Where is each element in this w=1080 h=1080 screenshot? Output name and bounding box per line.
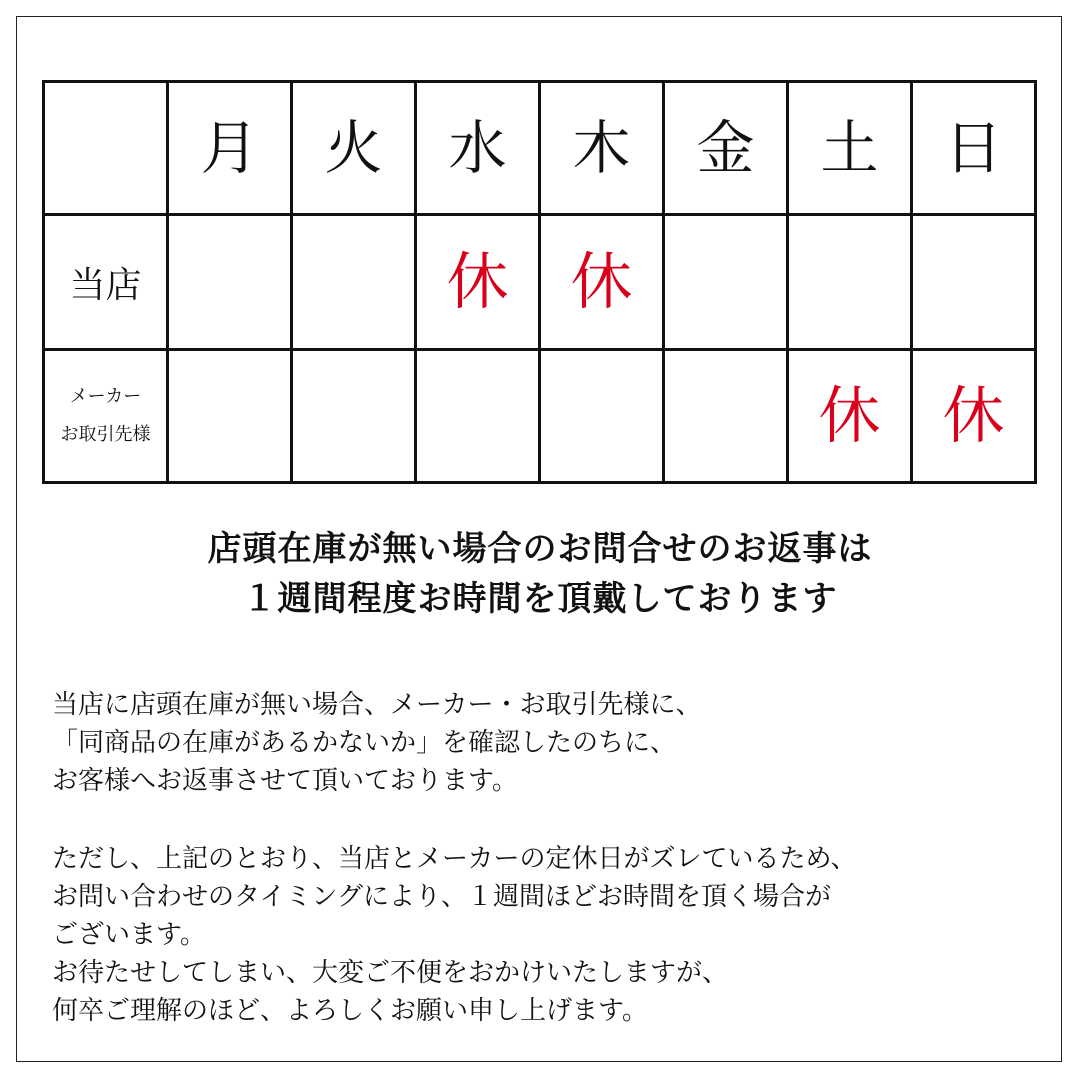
row-label-text: メーカー [69,386,142,407]
corner-cell [44,82,168,215]
row-label-text: 当店 [69,264,142,306]
day-label: 金 [696,114,755,182]
paragraph-line: 何卒ご理解のほど、よろしくお願い申し上げます。 [52,996,648,1026]
closed-mark: 休 [570,245,633,318]
day-header-fri [664,82,788,215]
maker-cell-sun [912,350,1036,483]
day-label: 水 [448,114,507,182]
row-label-text: お取引先様 [60,424,151,445]
store-cell-tue [292,215,416,350]
row-label-store [44,215,168,350]
maker-cell-thu [540,350,664,483]
maker-cell-fri [664,350,788,483]
day-header-sat [788,82,912,215]
store-row [44,215,1036,350]
maker-cell-wed [416,350,540,483]
row-label-maker [44,350,168,483]
notice-paragraph-2 [52,840,1052,1030]
closed-mark: 休 [446,245,509,318]
day-header-wed [416,82,540,215]
day-header-thu [540,82,664,215]
headline [0,524,1080,624]
day-label: 月 [200,114,259,182]
maker-cell-sat [788,350,912,483]
store-cell-sun [912,215,1036,350]
store-cell-sat [788,215,912,350]
store-cell-wed [416,215,540,350]
notice-paragraph-1 [52,686,1052,800]
day-label: 火 [324,114,383,182]
day-header-mon [168,82,292,215]
paragraph-line: ございます。 [52,920,206,950]
closed-mark: 休 [942,379,1005,452]
paragraph-line: お待たせしてしまい、大変ご不便をおかけいたしますが、 [52,958,729,988]
day-label: 土 [820,114,879,182]
weekday-header-row [44,82,1036,215]
paragraph-line: ただし、上記のとおり、当店とメーカーの定休日がズレているため、 [52,844,857,874]
day-header-sun [912,82,1036,215]
paragraph-line: お問い合わせのタイミングにより、１週間ほどお時間を頂く場合が [52,882,831,912]
store-cell-thu [540,215,664,350]
maker-cell-mon [168,350,292,483]
maker-cell-tue [292,350,416,483]
maker-row [44,350,1036,483]
store-cell-mon [168,215,292,350]
day-label: 日 [944,114,1003,182]
day-label: 木 [572,114,631,182]
headline-line: 店頭在庫が無い場合のお問合せのお返事は [207,529,873,569]
headline-line: １週間程度お時間を頂戴しております [242,579,838,619]
paragraph-line: 当店に店頭在庫が無い場合、メーカー・お取引先様に、 [52,690,702,720]
paragraph-line: 「同商品の在庫があるかないか」を確認したのちに、 [52,728,677,758]
business-days-table [42,80,1037,484]
store-cell-fri [664,215,788,350]
paragraph-line: お客様へお返事させて頂いております。 [52,766,518,796]
day-header-tue [292,82,416,215]
closed-mark: 休 [818,379,881,452]
